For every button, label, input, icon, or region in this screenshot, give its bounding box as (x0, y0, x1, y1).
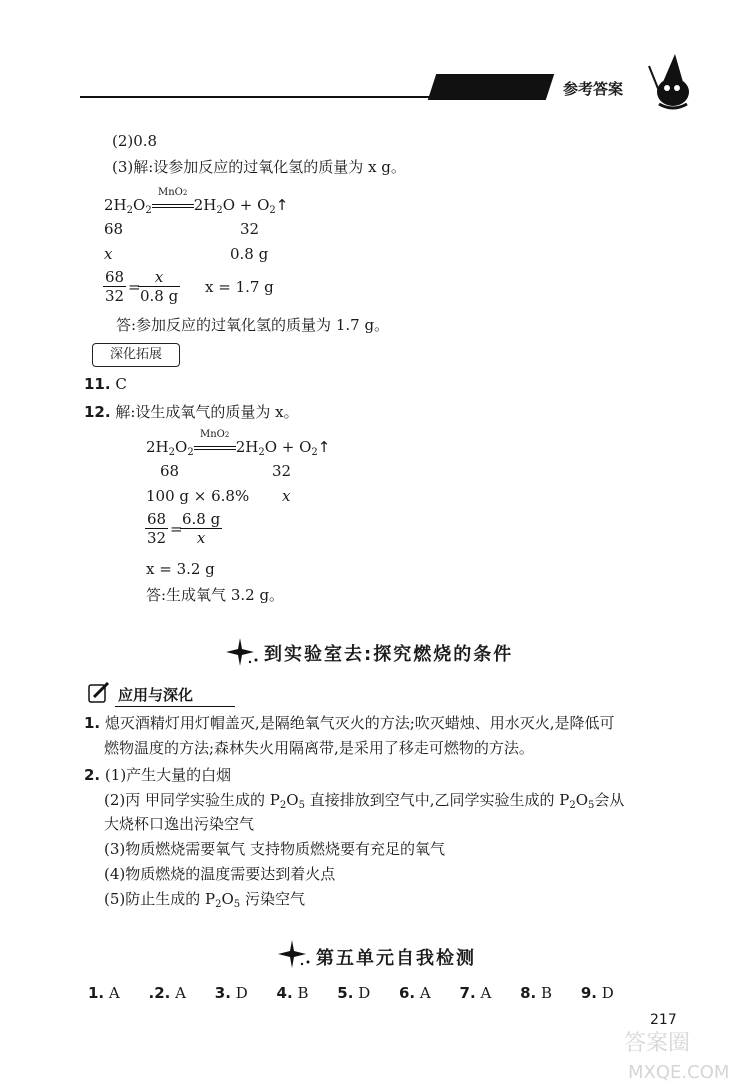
s1-q1-line2: 燃物温度的方法;森林失火用隔离带,是采用了移走可燃物的方法。 (104, 739, 534, 757)
q12-result: x = 3.2 g (146, 560, 215, 578)
part-a-answer: 答:参加反应的过氧化氢的质量为 1.7 g。 (116, 316, 390, 334)
q12-32: 32 (272, 462, 292, 480)
q12-frac-right: $\frac{6.8 g}{x}$ (182, 510, 221, 547)
header-rule (80, 96, 440, 98)
part-a-x: x (104, 245, 113, 263)
q12-68: 68 (160, 462, 180, 480)
part-a-68: 68 (104, 220, 124, 238)
part-a-line2: (3)解:设参加反应的过氧化氢的质量为 x g。 (112, 158, 406, 176)
s1-q2-b-line2: 大烧杯口逸出污染空气 (104, 815, 255, 833)
s1-q1-line1: 1. 熄灭酒精灯用灯帽盖灭,是隔绝氧气灭火的方法;吹灭蜡烛、用水灭火,是降低可 (84, 714, 615, 732)
equals-sign: = (170, 520, 183, 538)
svg-text:答案圈: 答案圈 (624, 1031, 691, 1056)
part-a-equation: $2H_2O_2$ MnO2 $2H_2O$ + $O_2↑$ (104, 187, 289, 216)
sparkle-star-icon (226, 638, 260, 666)
q12-mass: 100 g × 6.8% (146, 487, 250, 505)
s1-q2-a: 2. (1)产生大量的白烟 (84, 766, 232, 784)
catalyst-arrow: MnO2 (194, 441, 236, 455)
s1-q2-b: (2)丙 甲同学实验生成的 $P_2O_5$ 直接排放到空气中,乙同学实验生成的 $P_2O_5$会从 (104, 791, 625, 811)
part-a-0.8g: 0.8 g (230, 245, 269, 263)
s1-q2-d: (4)物质燃烧的温度需要达到着火点 (104, 865, 336, 883)
section-tag: 深化拓展 (92, 343, 180, 367)
answer-row: 1. A .2. A 3. D 4. B 5. D 6. A 7. A 8. B 9. D (88, 984, 614, 1002)
part-a-result: x = 1.7 g (205, 278, 274, 296)
section1-title: 到实验室去:探究燃烧的条件 (264, 644, 514, 665)
wizard-mascot-icon (645, 52, 693, 112)
part-a-line1: (2)0.8 (112, 132, 158, 150)
q11: 11. C (84, 375, 127, 393)
part-a-frac-right: $\frac{x}{0.8 g}$ (140, 268, 179, 305)
page-number: 217 (650, 1012, 677, 1028)
svg-text:MXQE.COM: MXQE.COM (628, 1062, 730, 1083)
s1-q2-c: (3)物质燃烧需要氧气 支持物质燃烧要有充足的氧气 (104, 840, 446, 858)
watermark-logo-icon (620, 1020, 750, 1086)
header-title: 参考答案 (563, 80, 624, 98)
s1-q2-e: (5)防止生成的 $P_2O_5$ 污染空气 (104, 890, 305, 910)
catalyst-arrow: MnO2 (152, 199, 194, 213)
q12-x: x (282, 487, 291, 505)
part-a-32: 32 (240, 220, 260, 238)
q12-answer: 答:生成氧气 3.2 g。 (146, 586, 285, 604)
section2-title: 第五单元自我检测 (316, 948, 476, 969)
application-label: 应用与深化 (118, 686, 194, 704)
sparkle-star-icon (278, 940, 312, 968)
q12-frac-left: $\frac{68}{32}$ (147, 510, 167, 547)
q12: 12. 解:设生成氧气的质量为 x。 (84, 403, 299, 421)
header-band (428, 74, 554, 100)
q12-equation: $2H_2O_2$ MnO2 $2H_2O$ + $O_2↑$ (146, 429, 331, 458)
pencil-note-icon (88, 682, 110, 704)
equals-sign: = (128, 278, 141, 296)
application-underline (115, 706, 235, 707)
part-a-frac-left: $\frac{68}{32}$ (105, 268, 125, 305)
